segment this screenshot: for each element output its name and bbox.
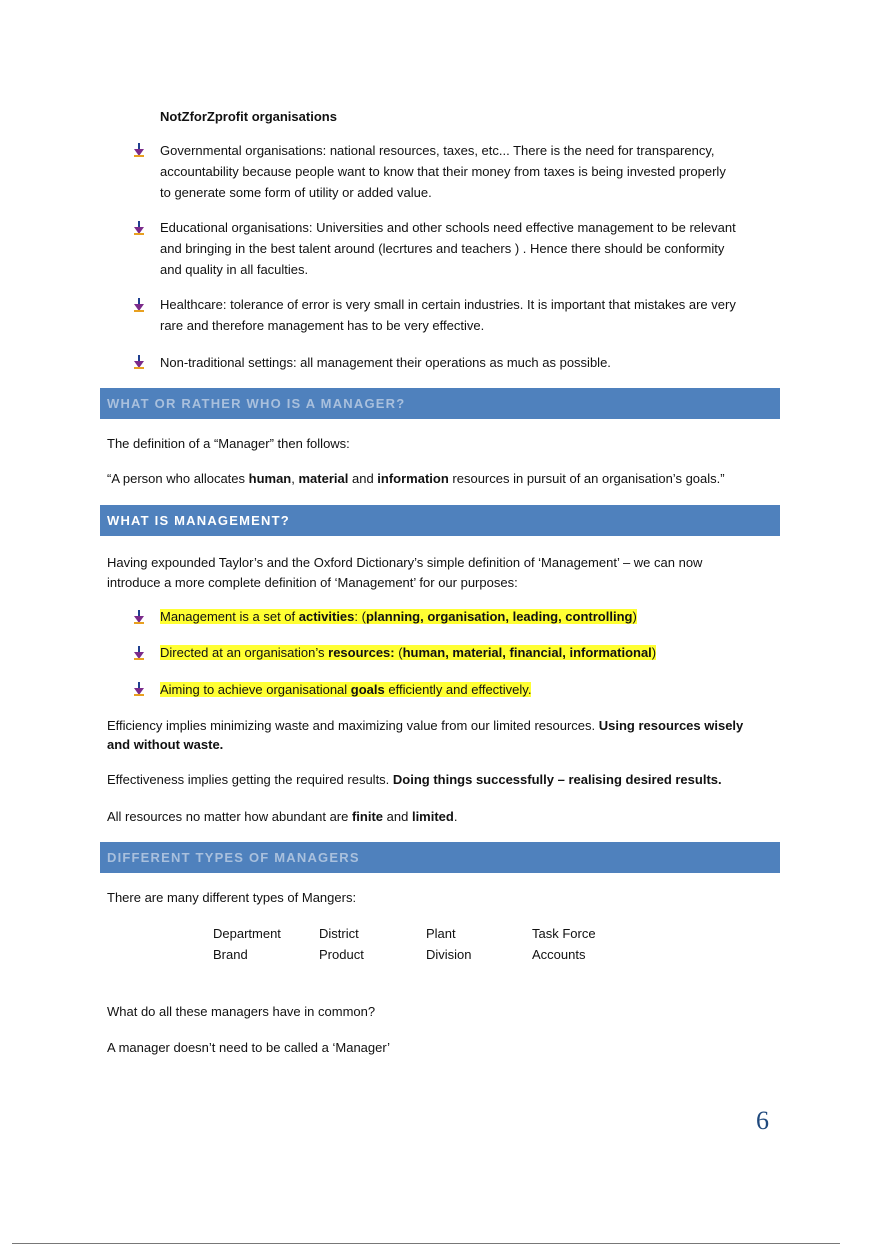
bullet-line: Educational organisations: Universities and other schools need effective management to be relevant [160,220,736,235]
bullet-resources: Directed at an organisation’s resources: (human, material, financial, informational) [160,645,657,660]
types-intro: There are many different types of Mangers: [107,890,357,905]
bullet-line: and quality in all faculties. [160,262,309,277]
page-number: 6 [756,1106,769,1135]
bullet-activities: Management is a set of activities: (planning, organisation, leading, controlling) [160,609,637,624]
arrow-down-bullet-icon [133,298,145,312]
arrow-down-bullet-icon [133,610,145,624]
bullet-healthcare [160,294,772,336]
arrow-down-bullet-icon [133,646,145,660]
bullet-educational [160,217,772,280]
bullet-line: and bringing in the best talent around (lecrtures and teachers ) . Hence there should be conformity [160,241,725,256]
section-heading-who-is-manager: WHAT OR RATHER WHO IS A MANAGER? [100,388,780,419]
bullet-governmental [160,140,772,203]
section-heading-what-is-management: WHAT IS MANAGEMENT? [100,505,780,536]
manager-type: Plant [426,926,456,941]
arrow-down-bullet-icon [133,221,145,235]
bullet-line: accountability because people want to know that their money from taxes is being invested properly [160,164,726,179]
section-heading-types-of-managers: DIFFERENT TYPES OF MANAGERS [100,842,780,873]
management-intro-line: Having expounded Taylor’s and the Oxford Dictionary’s simple definition of ‘Management’ – we can now [107,555,703,570]
manager-type: Accounts [532,947,586,962]
common-question: What do all these managers have in common? [107,1004,376,1019]
footer-rule [12,1243,840,1244]
bullet-goals: Aiming to achieve organisational goals efficiently and effectively. [160,682,532,697]
bullet-line: to generate some form of utility or added value. [160,185,432,200]
manager-type: Product [319,947,364,962]
manager-type: Task Force [532,926,596,941]
manager-type: Brand [213,947,248,962]
arrow-down-bullet-icon [133,682,145,696]
bullet-non-traditional [160,352,772,373]
bullet-line: rare and therefore management has to be very effective. [160,318,485,333]
bullet-line: Governmental organisations: national resources, taxes, etc... There is the need for transparency, [160,143,715,158]
manager-type: Department [213,926,281,941]
effectiveness-text: Effectiveness implies getting the required results. Doing things successfully – realising desired results. [107,772,722,787]
bullet-line: Healthcare: tolerance of error is very small in certain industries. It is important that mistakes are very [160,297,736,312]
nonprofit-heading: NotZforZprofit organisations [160,109,337,124]
arrow-down-bullet-icon [133,355,145,369]
manager-title-note: A manager doesn’t need to be called a ‘Manager’ [107,1040,391,1055]
manager-definition-quote: “A person who allocates human, material and information resources in pursuit of an organisation’s goals.” [107,471,725,486]
efficiency-text-continued: and without waste. [107,737,224,752]
efficiency-text: Efficiency implies minimizing waste and maximizing value from our limited resources. Using resources wisely [107,718,744,733]
management-intro-line: introduce a more complete definition of ‘Management’ for our purposes: [107,575,518,590]
manager-definition-intro: The definition of a “Manager” then follows: [107,436,350,451]
manager-type: Division [426,947,472,962]
bullet-line: Non-traditional settings: all management their operations as much as possible. [160,355,611,370]
arrow-down-bullet-icon [133,143,145,157]
resources-text: All resources no matter how abundant are finite and limited. [107,809,458,824]
manager-type: District [319,926,359,941]
